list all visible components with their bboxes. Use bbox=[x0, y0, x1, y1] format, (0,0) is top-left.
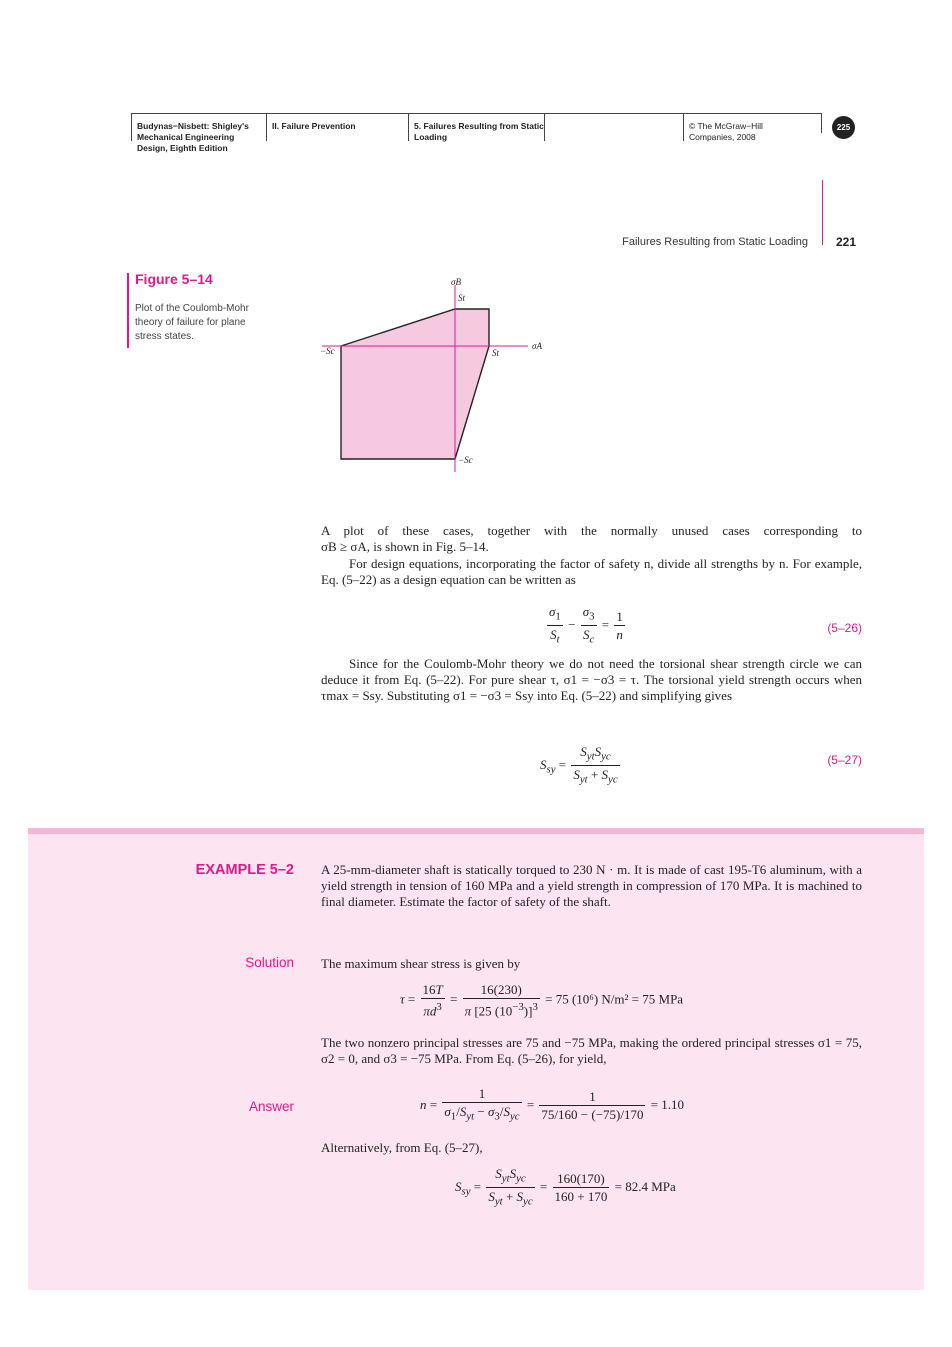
label-neg-sc-bottom: −Sc bbox=[458, 455, 473, 465]
figure-title: Figure 5–14 bbox=[135, 271, 213, 287]
page-badge: 225 bbox=[832, 116, 855, 139]
page-number: 221 bbox=[836, 235, 857, 249]
example-panel-top-edge bbox=[28, 828, 924, 834]
alternative-text: Alternatively, from Eq. (5–27), bbox=[321, 1140, 483, 1155]
principal-stresses-text: The two nonzero principal stresses are 75 and −75 MPa, making the ordered principal stresses σ1 = 75, σ2 = 0, and σ3 = −75 MPa. From Eq. (5–26), for yield, bbox=[321, 1035, 862, 1066]
solution-text: The maximum shear stress is given by bbox=[321, 956, 521, 971]
n-result: = 1.10 bbox=[650, 1096, 685, 1112]
header-chapter: 5. Failures Resulting from Static Loading bbox=[408, 113, 544, 141]
answer-label: Answer bbox=[248, 1099, 294, 1114]
coulomb-mohr-plot bbox=[300, 275, 560, 480]
header-part: II. Failure Prevention bbox=[266, 113, 402, 141]
label-sigma-b: σB bbox=[451, 277, 461, 287]
paragraph-1 bbox=[321, 523, 862, 555]
example-problem: A 25-mm-diameter shaft is statically torqued to 230 N · m. It is made of cast 195-T6 aluminum, with a yield strength in tension of 160 MPa and a yield strength in compression of 170 MPa. It is machined to final diameter. Estimate the factor of safety of the shaft. bbox=[321, 862, 862, 909]
paragraph-2: For design equations, incorporating the factor of safety n, divide all strengths by n. For example, Eq. (5–22) as a design equation can be written as bbox=[321, 556, 862, 587]
figure-caption-bar bbox=[127, 273, 129, 348]
label-neg-sc-left: −Sc bbox=[320, 346, 335, 356]
header-book-title: Budynas−Nisbett: Shigley's Mechanical Engineering Design, Eighth Edition bbox=[131, 113, 262, 141]
label-st-top: St bbox=[458, 293, 466, 303]
header-blank-cell bbox=[544, 113, 680, 141]
equation-number-5-26: (5–26) bbox=[827, 621, 862, 635]
running-head: Failures Resulting from Static Loading bbox=[622, 236, 808, 248]
example-label: EXAMPLE 5–2 bbox=[195, 862, 294, 878]
equation-number-5-27: (5–27) bbox=[827, 753, 862, 767]
equation-ssy-result: $S_{sy}$ = $\frac{S_{yt}S_{yc}}{S_{yt} + S_{yc}}$ = $\frac{160(170)}{160 + 170}$ = 82.4 MPa bbox=[455, 1166, 676, 1208]
ssy-result: = 82.4 MPa bbox=[614, 1179, 676, 1195]
running-head-rule bbox=[822, 180, 823, 245]
equation-5-26: $\frac{\sigma_1}{S_t}$ − $\frac{\sigma_3}{S_c}$ = $\frac{1}{n}$ bbox=[549, 604, 623, 646]
equation-tau-max: τ = $\frac{16T}{\pi d^3}$ = $\frac{16(230)}{\pi [25 (10^{-3})]^3}$ = 75 (10⁶) N/m² = 75 MPa bbox=[400, 982, 684, 1019]
failure-region bbox=[341, 309, 489, 459]
equation-factor-of-safety: n = $\frac{1}{\sigma_1/S_{yt} - \sigma_3/S_{yc}}$ = $\frac{1}{75/160 - (-75)/170}$ = 1.10 bbox=[420, 1086, 685, 1123]
figure-caption: Plot of the Coulomb-Mohr theory of failure for plane stress states. bbox=[135, 303, 249, 342]
solution-label: Solution bbox=[245, 955, 294, 970]
paragraph-3: Since for the Coulomb-Mohr theory we do not need the torsional shear strength circle we can deduce it from Eq. (5–22). For pure shear τ, σ1 = −σ3 = τ. The torsional yield strength occurs when τmax = Ssy. Substituting σ1 = −σ3 = Ssy into Eq. (5–22) and simplifying gives bbox=[321, 656, 862, 703]
label-st-right: St bbox=[492, 348, 500, 358]
header-end-rule bbox=[821, 113, 822, 133]
book-header bbox=[131, 113, 826, 173]
paragraph-1-line-2: σB ≥ σA, is shown in Fig. 5–14. bbox=[321, 539, 489, 554]
label-sigma-a: σA bbox=[532, 341, 542, 351]
header-copyright: © The McGraw−Hill Companies, 2008 bbox=[683, 113, 789, 141]
paragraph-1-line-1: A plot of these cases, together with the normally unused cases corresponding to bbox=[321, 523, 862, 538]
equation-5-27: $S_{sy}$ = $\frac{S_{yt}S_{yc}}{S_{yt} + S_{yc}}$ bbox=[540, 744, 618, 786]
tau-result: = 75 (10⁶) N/m² = 75 MPa bbox=[545, 991, 684, 1007]
